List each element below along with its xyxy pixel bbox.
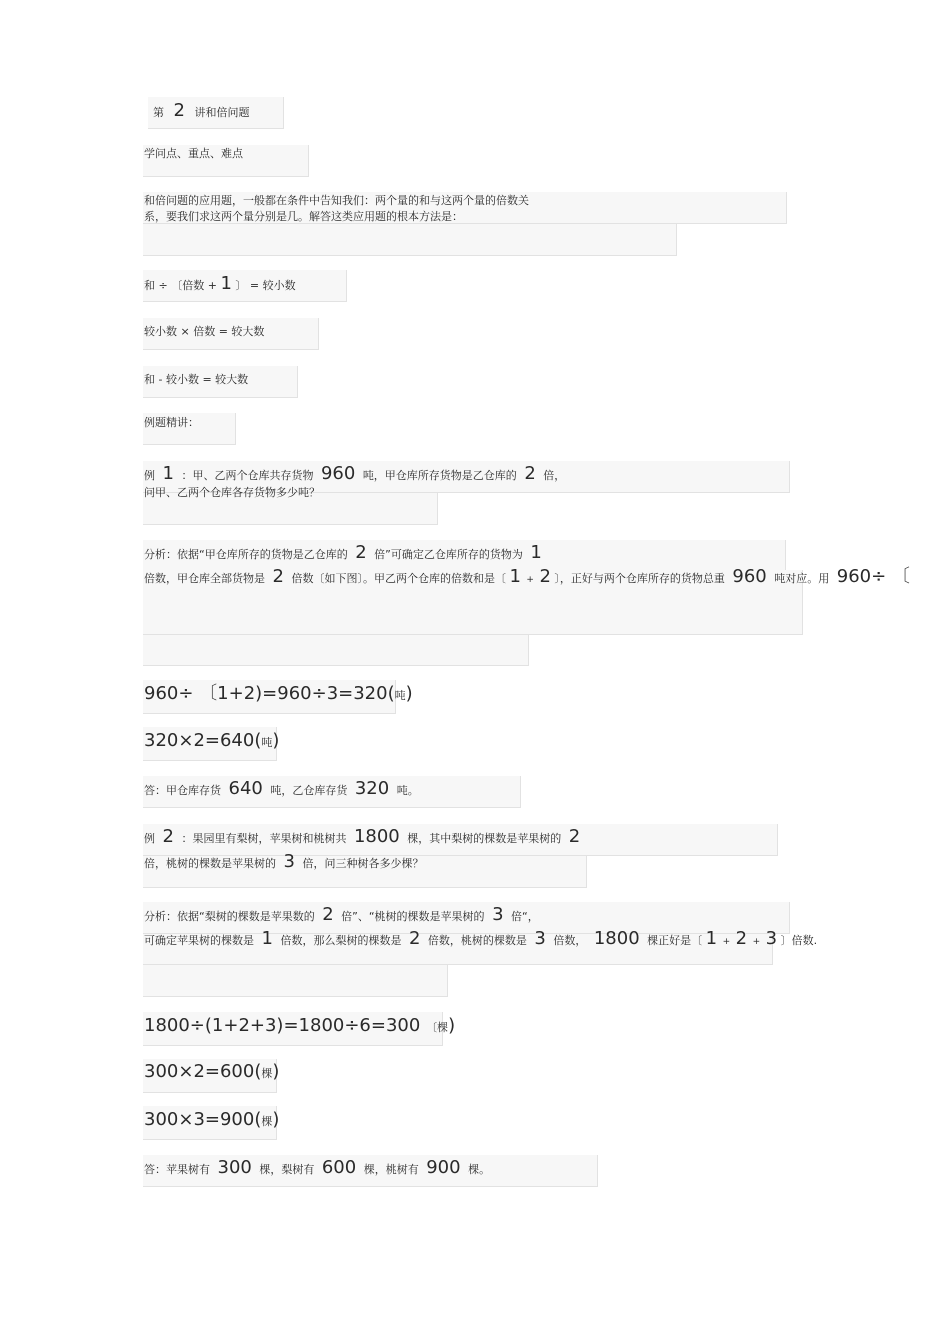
ans2-f: 900 [426,1157,461,1178]
an2-q: 2 [735,928,748,949]
page-title [153,102,249,120]
ex2-g: 倍，桃树的棵数是苹果树的 [144,857,276,870]
analysis-2-line-1 [144,906,539,924]
an2-k: 3 [534,928,546,949]
ex1-g: 倍， [543,469,566,482]
ex1-d: 960 [320,463,356,484]
an2-p: + [722,937,731,947]
ex2-b: 2 [162,826,174,847]
an1-a: 分析：依据“甲仓库所存的货物是乙仓库的 [144,548,348,561]
examples-heading: 例题精讲： [144,416,199,429]
an1-b: 2 [355,542,367,563]
ans2-g: 棵。 [468,1163,491,1176]
calc2-a: 320×2=640( [144,730,262,751]
example-1-line-1 [144,465,565,483]
answer-2 [144,1159,490,1177]
ans1-d: 320 [354,778,390,799]
ans1-b: 640 [228,778,263,799]
an2-c: 倍”、“桃树的棵数是苹果树的 [341,910,485,923]
example-1-line-2: 问甲、乙两个仓库各存货物多少吨？ [144,486,320,499]
title-number: 2 [173,100,185,121]
ex2-e: 棵，其中梨树的棵数是苹果树的 [407,832,562,845]
formula-3: 和 - 较小数 = 较大数 [144,373,249,386]
an1-d: 1 [530,542,542,563]
calc1-unit: 吨 [394,689,406,702]
calc5-unit: 棵 [261,1115,273,1128]
example-2-line-1 [144,828,584,846]
calc4-c: ) [272,1061,280,1082]
formula-2: 较小数 × 倍数 = 较大数 [144,325,265,338]
ex2-d: 1800 [353,826,400,847]
example-2-line-2 [144,853,423,871]
ex2-h: 3 [283,851,295,872]
ans2-e: 棵，桃树有 [363,1163,419,1176]
an1-g: 倍数〔如下图〕。甲乙两个仓库的倍数和是〔 [291,572,506,585]
calc3-unit: 〔棵 [426,1021,449,1034]
section-heading: 学问点、重点、难点 [144,147,243,160]
calc2-c: ) [272,730,280,751]
an1-i: + [526,575,534,585]
an2-l: 倍数， [553,934,587,947]
formula-1-part-a: 和 ÷ 〔倍数 + [144,279,217,292]
calc-5 [144,1111,279,1129]
ex2-a: 例 [144,832,155,845]
analysis-2-line-2 [144,930,817,948]
an1-j: 2 [539,566,551,587]
an2-b: 2 [322,904,334,925]
ans2-d: 600 [321,1157,357,1178]
ex1-a: 例 [144,469,155,482]
an2-h: 倍数，那么梨树的棵数是 [280,934,402,947]
ex1-e: 吨，甲仓库所存货物是乙仓库的 [362,469,517,482]
an1-c: 倍”可确定乙仓库所存的货物为 [374,548,523,561]
an1-m: 吨对应。用 [774,572,830,585]
answer-1 [144,780,419,798]
an2-n: 棵正好是〔 [647,934,703,947]
calc1-c: ) [405,683,413,704]
ex1-f: 2 [524,463,536,484]
an1-e: 倍数，甲仓库全部货物是 [144,572,265,585]
an2-r: + [752,937,761,947]
formula-1-part-c: 〕 = 较小数 [235,279,296,292]
an1-h: 1 [509,566,521,587]
calc-4 [144,1063,279,1081]
ans1-e: 吨。 [396,784,419,797]
an2-m: 1800 [593,928,640,949]
an1-box-3 [143,635,529,666]
ex1-b: 1 [162,463,174,484]
calc4-unit: 棵 [261,1067,273,1080]
calc5-c: ) [272,1109,280,1130]
intro-line-1: 和倍问题的应用题，一般都在条件中告知我们：两个量的和与这两个量的倍数关 [144,194,529,207]
an2-d: 3 [492,904,504,925]
ans1-c: 吨，乙仓库存货 [270,784,348,797]
ans2-c: 棵，梨树有 [259,1163,315,1176]
an2-i: 2 [408,928,421,949]
formula-1-number: 1 [220,273,232,294]
ex1-c: ：甲、乙两个仓库共存货物 [181,469,314,482]
analysis-1-line-2 [144,568,910,586]
intro-line-2: 系，要我们求这两个量分别是几。解答这类应用题的根本方法是： [144,210,463,223]
an1-l: 960 [732,566,767,587]
an1-n: 960÷ 〔 [836,566,910,587]
formula-1 [144,275,296,293]
calc-2 [144,732,279,750]
calc5-a: 300×3=900( [144,1109,262,1130]
an2-f: 可确定苹果树的棵数是 [144,934,254,947]
calc3-c: ) [448,1015,456,1036]
ans2-a: 答：苹果树有 [144,1163,210,1176]
an1-f: 2 [272,566,284,587]
calc-3 [144,1017,455,1035]
ex2-f: 2 [568,826,581,847]
ex2-c: ：果园里有梨树，苹果树和桃树共 [181,832,347,845]
calc1-a: 960÷ 〔1+2)=960÷3=320( [144,683,395,704]
an2-o: 1 [705,928,718,949]
an2-e: 倍“， [511,910,539,923]
an2-j: 倍数，桃树的棵数是 [427,934,527,947]
an1-k: 〕，正好与两个仓库所存的货物总重 [554,572,725,585]
calc-1 [144,685,413,703]
ex2-i: 倍，问三种树各多少棵？ [302,857,424,870]
an2-t: 〕倍数. [780,934,818,947]
calc3-a: 1800÷(1+2+3)=1800÷6=300 [144,1015,421,1036]
analysis-1-line-1 [144,544,546,562]
intro-box-2 [143,224,677,256]
an2-g: 1 [261,928,273,949]
ans2-b: 300 [217,1157,252,1178]
an2-s: 3 [765,928,778,949]
calc2-unit: 吨 [261,736,273,749]
title-text: 讲和倍问题 [194,106,250,119]
an2-a: 分析：依据“梨树的棵数是苹果数的 [144,910,315,923]
title-prefix: 第 [153,106,164,119]
an2-box-3 [143,965,448,997]
ans1-a: 答：甲仓库存货 [144,784,221,797]
calc4-a: 300×2=600( [144,1061,262,1082]
